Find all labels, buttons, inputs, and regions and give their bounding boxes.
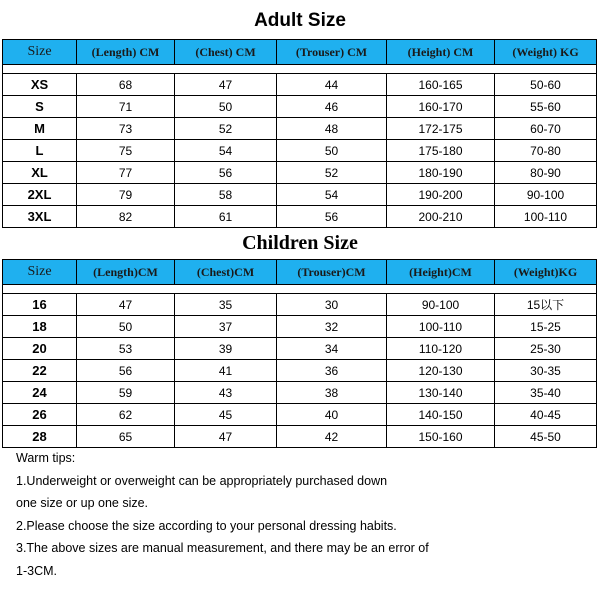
length-cell: 62 <box>77 404 175 426</box>
length-cell: 82 <box>77 206 175 228</box>
length-cell: 79 <box>77 184 175 206</box>
length-cell: 59 <box>77 382 175 404</box>
chest-cell: 39 <box>175 338 277 360</box>
table-row <box>3 162 597 184</box>
size-cell: 26 <box>3 404 77 426</box>
size-cell: M <box>3 118 77 140</box>
table-row <box>3 96 597 118</box>
children-header-chest: (Chest)CM <box>175 260 277 285</box>
children-header-size: Size <box>3 260 77 285</box>
height-cell: 160-170 <box>387 96 495 118</box>
height-cell: 150-160 <box>387 426 495 448</box>
weight-cell: 60-70 <box>495 118 597 140</box>
length-cell: 47 <box>77 294 175 316</box>
table-row <box>3 140 597 162</box>
size-cell: 18 <box>3 316 77 338</box>
size-cell: 20 <box>3 338 77 360</box>
spacer-cell <box>3 285 597 294</box>
height-cell: 160-165 <box>387 74 495 96</box>
table-row <box>3 404 597 426</box>
tip-1-line-2: one size or up one size. <box>16 496 149 510</box>
adult-size-table <box>2 39 597 228</box>
chest-cell: 41 <box>175 360 277 382</box>
trouser-cell: 52 <box>277 162 387 184</box>
children-header-height: (Height)CM <box>387 260 495 285</box>
chest-cell: 37 <box>175 316 277 338</box>
weight-cell: 90-100 <box>495 184 597 206</box>
size-cell: 28 <box>3 426 77 448</box>
length-cell: 71 <box>77 96 175 118</box>
adult-header-height: (Height) CM <box>387 40 495 65</box>
adult-header-weight: (Weight) KG <box>495 40 597 65</box>
tip-1-line-1: 1.Underweight or overweight can be appropriately purchased down <box>16 473 388 488</box>
chest-cell: 35 <box>175 294 277 316</box>
adult-header-trouser: (Trouser) CM <box>277 40 387 65</box>
length-cell: 65 <box>77 426 175 448</box>
trouser-cell: 38 <box>277 382 387 404</box>
table-row <box>3 426 597 448</box>
size-cell: 16 <box>3 294 77 316</box>
chest-cell: 47 <box>175 426 277 448</box>
weight-cell: 80-90 <box>495 162 597 184</box>
spacer-cell <box>3 65 597 74</box>
weight-cell: 40-45 <box>495 404 597 426</box>
height-cell: 190-200 <box>387 184 495 206</box>
size-cell: 24 <box>3 382 77 404</box>
length-cell: 75 <box>77 140 175 162</box>
length-cell: 56 <box>77 360 175 382</box>
height-cell: 140-150 <box>387 404 495 426</box>
trouser-cell: 40 <box>277 404 387 426</box>
table-row <box>3 74 597 96</box>
table-row <box>3 360 597 382</box>
weight-cell: 30-35 <box>495 360 597 382</box>
size-cell: XS <box>3 74 77 96</box>
children-size-table <box>2 259 597 448</box>
table-row <box>3 382 597 404</box>
adult-header-length: (Length) CM <box>77 40 175 65</box>
weight-cell: 100-110 <box>495 206 597 228</box>
children-header-length: (Length)CM <box>77 260 175 285</box>
height-cell: 100-110 <box>387 316 495 338</box>
height-cell: 120-130 <box>387 360 495 382</box>
table-row <box>3 118 597 140</box>
weight-cell: 15以下 <box>495 294 597 316</box>
weight-cell: 15-25 <box>495 316 597 338</box>
length-cell: 77 <box>77 162 175 184</box>
length-cell: 73 <box>77 118 175 140</box>
height-cell: 175-180 <box>387 140 495 162</box>
length-cell: 50 <box>77 316 175 338</box>
size-cell: 2XL <box>3 184 77 206</box>
length-cell: 53 <box>77 338 175 360</box>
children-header-row <box>3 260 597 285</box>
chest-cell: 47 <box>175 74 277 96</box>
chest-cell: 56 <box>175 162 277 184</box>
chest-cell: 50 <box>175 96 277 118</box>
trouser-cell: 54 <box>277 184 387 206</box>
adult-header-size: Size <box>3 40 77 65</box>
trouser-cell: 32 <box>277 316 387 338</box>
children-header-weight: (Weight)KG <box>495 260 597 285</box>
table-row <box>3 206 597 228</box>
length-cell: 68 <box>77 74 175 96</box>
weight-cell: 70-80 <box>495 140 597 162</box>
size-cell: L <box>3 140 77 162</box>
adult-size-title: Adult Size <box>254 10 346 31</box>
table-row <box>3 338 597 360</box>
children-header-trouser: (Trouser)CM <box>277 260 387 285</box>
trouser-cell: 34 <box>277 338 387 360</box>
height-cell: 172-175 <box>387 118 495 140</box>
tips-heading: Warm tips: <box>16 451 76 465</box>
weight-cell: 45-50 <box>495 426 597 448</box>
weight-cell: 35-40 <box>495 382 597 404</box>
tip-2: 2.Please choose the size according to your personal dressing habits. <box>16 518 397 533</box>
chest-cell: 61 <box>175 206 277 228</box>
trouser-cell: 56 <box>277 206 387 228</box>
size-cell: 3XL <box>3 206 77 228</box>
spacer-row <box>3 65 597 74</box>
chest-cell: 58 <box>175 184 277 206</box>
trouser-cell: 30 <box>277 294 387 316</box>
size-cell: 22 <box>3 360 77 382</box>
chest-cell: 45 <box>175 404 277 426</box>
weight-cell: 50-60 <box>495 74 597 96</box>
chest-cell: 54 <box>175 140 277 162</box>
table-row <box>3 316 597 338</box>
tip-3-line-1: 3.The above sizes are manual measurement, and there may be an error of <box>16 541 429 555</box>
size-cell: S <box>3 96 77 118</box>
trouser-cell: 44 <box>277 74 387 96</box>
tip-3-line-2: 1-3CM. <box>16 563 57 578</box>
trouser-cell: 36 <box>277 360 387 382</box>
height-cell: 180-190 <box>387 162 495 184</box>
weight-cell: 55-60 <box>495 96 597 118</box>
table-row <box>3 294 597 316</box>
weight-cell: 25-30 <box>495 338 597 360</box>
trouser-cell: 50 <box>277 140 387 162</box>
size-cell: XL <box>3 162 77 184</box>
height-cell: 130-140 <box>387 382 495 404</box>
trouser-cell: 42 <box>277 426 387 448</box>
chest-cell: 52 <box>175 118 277 140</box>
chest-cell: 43 <box>175 382 277 404</box>
trouser-cell: 48 <box>277 118 387 140</box>
children-size-title: Children Size <box>242 232 358 254</box>
table-row <box>3 184 597 206</box>
spacer-row <box>3 285 597 294</box>
adult-header-chest: (Chest) CM <box>175 40 277 65</box>
height-cell: 110-120 <box>387 338 495 360</box>
height-cell: 90-100 <box>387 294 495 316</box>
warm-tips <box>16 447 586 582</box>
height-cell: 200-210 <box>387 206 495 228</box>
adult-header-row <box>3 40 597 65</box>
trouser-cell: 46 <box>277 96 387 118</box>
